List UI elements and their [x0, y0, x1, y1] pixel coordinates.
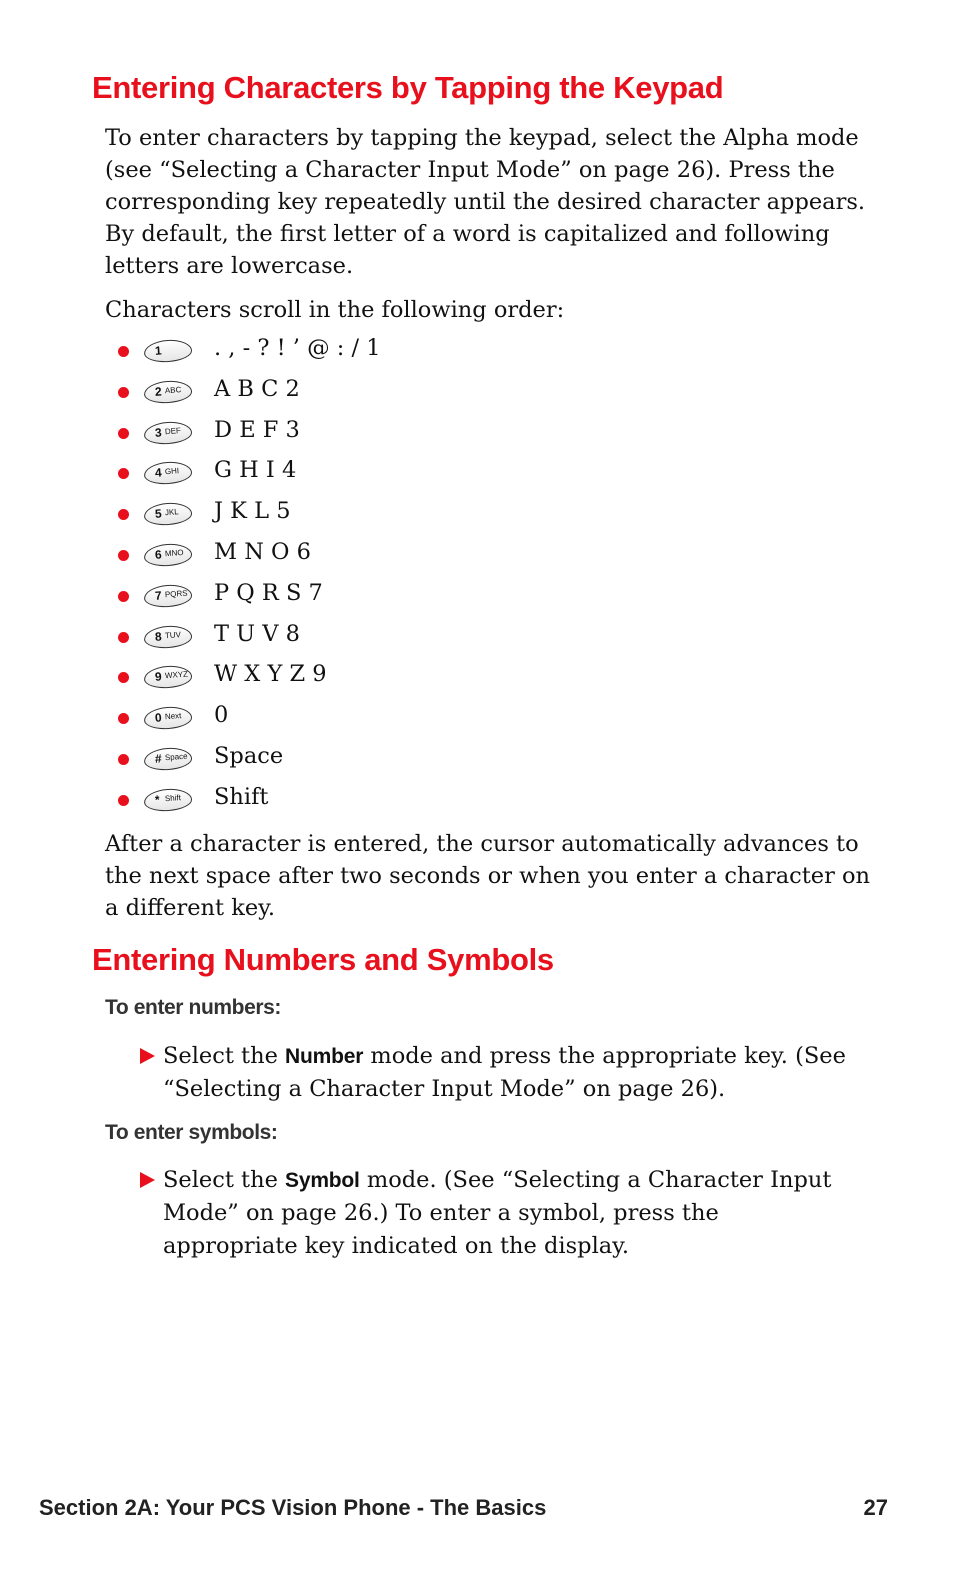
list-item	[115, 661, 515, 702]
bullet-icon	[118, 387, 129, 398]
section-heading-keypad: Entering Characters by Tapping the Keypad	[92, 70, 724, 105]
footer-section-title: Section 2A: Your PCS Vision Phone - The Basics	[39, 1495, 547, 1520]
arrow-right-icon	[140, 1048, 155, 1064]
key-5-icon: 5 JKL	[143, 502, 192, 527]
bullet-icon	[118, 346, 129, 357]
subheading-numbers: To enter numbers:	[105, 996, 281, 1019]
key-characters: J K L 5	[214, 498, 291, 525]
key-2-icon: 2 ABC	[143, 379, 192, 404]
bullet-icon	[118, 468, 129, 479]
key-9-icon: 9 WXYZ	[143, 665, 192, 690]
key-pound-icon: # Space	[143, 746, 192, 771]
list-item	[115, 335, 515, 376]
list-item	[115, 539, 515, 580]
bullet-icon	[118, 550, 129, 561]
bullet-icon	[118, 509, 129, 520]
footer-page-number: 27	[863, 1495, 888, 1520]
step-text: Select the Symbol mode. (See “Selecting a Character Input Mode” on page 26.) To enter a symbol, press the appropriate key indicated on the display.	[163, 1167, 832, 1259]
bullet-icon	[118, 754, 129, 765]
list-item	[115, 743, 515, 784]
key-7-icon: 7 PQRS	[143, 583, 192, 608]
key-characters: M N O 6	[214, 538, 311, 565]
order-paragraph: Characters scroll in the following order:	[105, 297, 565, 323]
list-item	[115, 621, 515, 662]
key-characters: Space	[214, 742, 284, 769]
intro-paragraph: To enter characters by tapping the keypad, select the Alpha mode (see “Selecting a Character Input Mode” on page 26). Press the corresponding key repeatedly until the desired character appears. By default, the first letter of a word is capitalized and following letters are lowercase.	[105, 125, 866, 279]
key-characters: Shift	[214, 783, 269, 810]
key-1-icon: 1	[143, 338, 192, 363]
key-6-icon: 6 MNO	[143, 542, 192, 567]
key-characters: P Q R S 7	[214, 579, 323, 606]
bullet-icon	[118, 713, 129, 724]
cursor-paragraph: After a character is entered, the cursor automatically advances to the next space after two seconds or when you enter a character on a different key.	[105, 831, 871, 921]
list-item	[115, 580, 515, 621]
bullet-icon	[118, 672, 129, 683]
key-characters: D E F 3	[214, 416, 300, 443]
key-characters: G H I 4	[214, 457, 297, 484]
key-3-icon: 3 DEF	[143, 420, 192, 445]
bullet-icon	[118, 428, 129, 439]
bullet-icon	[118, 591, 129, 602]
bullet-icon	[118, 795, 129, 806]
key-characters: T U V 8	[214, 620, 300, 647]
key-characters: W X Y Z 9	[214, 661, 327, 688]
arrow-right-icon	[140, 1172, 155, 1188]
mode-term-symbol: Symbol	[285, 1169, 360, 1192]
key-character-list	[115, 335, 515, 825]
step-numbers	[140, 1040, 860, 1106]
key-4-icon: 4 GHI	[143, 461, 192, 486]
step-text: Select the Number mode and press the appropriate key. (See “Selecting a Character Input Mode” on page 26).	[163, 1043, 846, 1102]
key-characters: 0	[214, 702, 229, 729]
list-item	[115, 702, 515, 743]
mode-term-number: Number	[285, 1045, 364, 1068]
key-star-icon: * Shift	[143, 787, 192, 812]
list-item	[115, 417, 515, 458]
step-symbols	[140, 1164, 860, 1263]
list-item	[115, 784, 515, 825]
list-item	[115, 498, 515, 539]
key-characters: . , - ? ! ’ @ : / 1	[214, 335, 381, 361]
section-heading-numbers-symbols: Entering Numbers and Symbols	[92, 942, 554, 977]
list-item	[115, 376, 515, 417]
list-item	[115, 457, 515, 498]
key-8-icon: 8 TUV	[143, 624, 192, 649]
key-0-icon: 0 Next	[143, 706, 192, 731]
bullet-icon	[118, 632, 129, 643]
key-characters: A B C 2	[214, 375, 300, 402]
subheading-symbols: To enter symbols:	[105, 1121, 278, 1144]
